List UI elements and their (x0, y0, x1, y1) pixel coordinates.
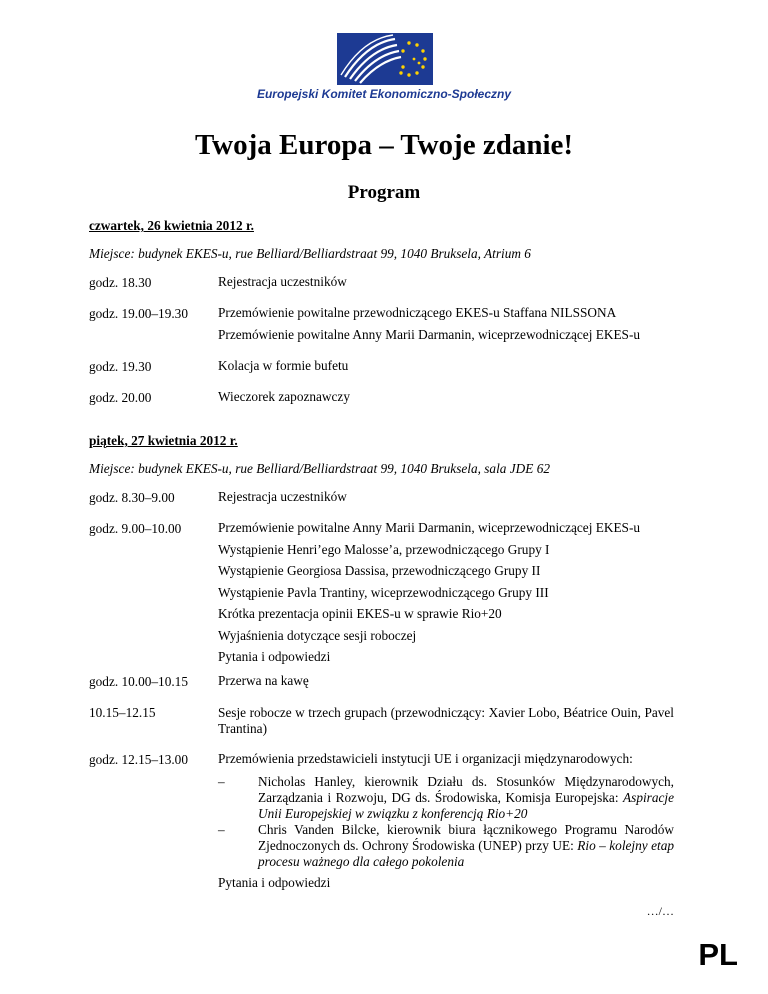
page-subtitle: Program (347, 182, 421, 203)
day2-item-time: godz. 10.00–10.15 (89, 674, 188, 689)
day2-venue: Miejsce: budynek EKES-u, rue Belliard/Belliardstraat 99, 1040 Bruksela, sala JDE 62 (89, 461, 550, 476)
day1-venue: Miejsce: budynek EKES-u, rue Belliard/Belliardstraat 99, 1040 Bruksela, Atrium 6 (89, 246, 531, 261)
desc-line: Rejestracja uczestników (218, 274, 347, 289)
dash-bullet: – (218, 821, 225, 837)
day2-item-time: 10.15–12.15 (89, 705, 156, 720)
language-code: PL (698, 937, 738, 972)
day1-item-time: godz. 18.30 (89, 275, 152, 290)
desc-line: Wystąpienie Georgiosa Dassisa, przewodniczącego Grupy II (218, 563, 541, 578)
day2-item-desc (218, 486, 674, 508)
day1-item-time: godz. 19.00–19.30 (89, 306, 188, 321)
desc-line: Wyjaśnienia dotyczące sesji roboczej (218, 627, 417, 643)
speaker-text: Nicholas Hanley, kierownik Działu ds. Stosunków Międzynarodowych, Zarządzania i Rozwoju, DG ds. Środowiska, Komisja Europejska: (258, 773, 674, 805)
day2-item-desc (218, 517, 674, 668)
desc-line: Przemówienie powitalne Anny Marii Darmanin, wiceprzewodniczącej EKES-u (218, 520, 641, 535)
eesc-logo (337, 33, 433, 85)
desc-line: Przemówienie powitalne przewodniczącego EKES-u Staffana NILSSONA (218, 305, 617, 320)
desc-line: Wieczorek zapoznawczy (218, 389, 350, 404)
day1-date-heading: czwartek, 26 kwietnia 2012 r. (89, 218, 254, 233)
day2-item-desc (218, 670, 674, 692)
day1-item-desc (218, 355, 674, 377)
desc-line: Przemówienia przedstawicieli instytucji UE i organizacji międzynarodowych: (218, 751, 633, 766)
speech-title: Rio – kolejny etap procesu ważnego dla całego pokolenia (258, 837, 675, 869)
day2-item-time: godz. 8.30–9.00 (89, 490, 175, 505)
day2-item-time: godz. 9.00–10.00 (89, 521, 182, 536)
desc-line: Przerwa na kawę (218, 673, 309, 688)
desc-line: Wystąpienie Pavla Trantiny, wiceprzewodniczącego Grupy III (218, 584, 549, 600)
day2-item-desc: Sesje robocze w trzech grupach (przewodniczący: Xavier Lobo, Béatrice Ouin, Pavel Trantina) (218, 705, 674, 736)
day2-date-heading: piątek, 27 kwietnia 2012 r. (89, 433, 238, 448)
day1-item-desc (218, 302, 674, 345)
desc-line: Kolacja w formie bufetu (218, 358, 349, 373)
desc-line: Wystąpienie Henri’ego Malosse’a, przewodniczącego Grupy I (218, 541, 550, 557)
dash-bullet: – (218, 773, 225, 789)
organization-name: Europejski Komitet Ekonomiczno-Społeczny (256, 87, 512, 101)
page-title: Twoja Europa – Twoje zdanie! (194, 129, 574, 161)
eesc-logo-icon (337, 33, 433, 85)
desc-line: Rejestracja uczestników (218, 489, 347, 504)
day1-item-time: godz. 19.30 (89, 359, 152, 374)
desc-line: Pytania i odpowiedzi (218, 874, 331, 890)
desc-line: Pytania i odpowiedzi (218, 649, 331, 664)
continued-marker: …/… (646, 904, 674, 918)
desc-line: Krótka prezentacja opinii EKES-u w sprawie Rio+20 (218, 606, 502, 621)
day1-item-time: godz. 20.00 (89, 390, 152, 405)
speech-title: Aspiracje Unii Europejskiej w związku z konferencją Rio+20 (258, 789, 674, 821)
desc-line: Przemówienie powitalne Anny Marii Darmanin, wiceprzewodniczącej EKES-u (218, 326, 641, 342)
speaker-item (218, 822, 674, 870)
day1-item-desc (218, 386, 674, 408)
day2-item-time: godz. 12.15–13.00 (89, 752, 188, 767)
speaker-text: Chris Vanden Bilcke, kierownik biura łącznikowego Programu Narodów Zjednoczonych ds. Ochrony Środowiska (UNEP) przy UE: (258, 821, 674, 853)
day2-item-desc (218, 748, 674, 893)
day1-item-desc (218, 271, 674, 293)
speaker-item (218, 774, 674, 822)
